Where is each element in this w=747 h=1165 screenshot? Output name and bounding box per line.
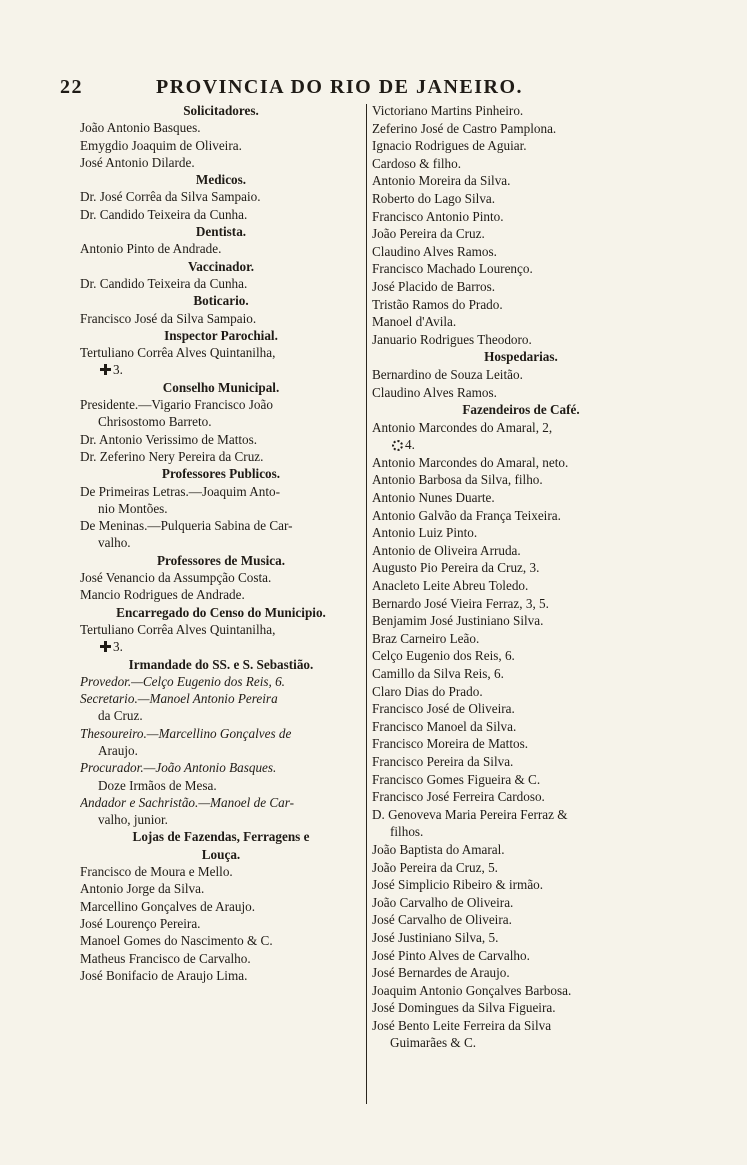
entry-line xyxy=(372,806,670,824)
entry-text: Claudino Alves Ramos. xyxy=(372,243,497,259)
entry-line xyxy=(80,586,362,603)
entry-text: Dr. Zeferino Nery Pereira da Cruz. xyxy=(80,448,264,464)
right-column xyxy=(372,102,670,1052)
entry-line xyxy=(372,559,670,577)
entry-line xyxy=(372,665,670,683)
entry-text: Francisco Pereira da Silva. xyxy=(372,753,514,769)
entry-text: Andador e Sachristão.—Manoel de Car- xyxy=(80,794,295,810)
entry-text: Antonio Marcondes do Amaral, neto. xyxy=(372,454,569,470)
entry-text: Guimarães & C. xyxy=(390,1035,477,1051)
entry-line xyxy=(80,188,362,205)
entry-text: 3. xyxy=(113,362,123,378)
entry-text: Araujo. xyxy=(98,742,138,758)
entry-text: Francisco José da Silva Sampaio. xyxy=(80,310,257,326)
entry-text: Braz Carneiro Leão. xyxy=(372,630,480,646)
entry-line xyxy=(80,880,362,897)
entry-line xyxy=(372,313,670,331)
entry-text: Louça. xyxy=(201,846,241,862)
entry-line xyxy=(372,331,670,349)
entry-line xyxy=(80,863,362,880)
entry-text: Solicitadores. xyxy=(183,103,259,118)
entry-line xyxy=(80,811,362,828)
entry-text: Marcellino Gonçalves de Araujo. xyxy=(80,898,256,914)
entry-text: nio Montões. xyxy=(98,500,168,516)
entry-text: José Justiniano Silva, 5. xyxy=(372,929,499,945)
entry-text: Januario Rodrigues Theodoro. xyxy=(372,331,532,347)
entry-text: João Pereira da Cruz. xyxy=(372,226,485,242)
entry-text: da Cruz. xyxy=(98,708,143,724)
entry-text: José Bonifacio de Araujo Lima. xyxy=(80,967,248,983)
entry-text: José Antonio Dilarde. xyxy=(80,154,195,170)
entry-text: Tertuliano Corrêa Alves Quintanilha, xyxy=(80,345,276,361)
entry-text: Manoel d'Avila. xyxy=(372,314,457,330)
page-number: 22 xyxy=(60,76,83,98)
entry-text: Claudino Alves Ramos. xyxy=(372,384,497,400)
entry-line xyxy=(80,794,362,811)
entry-text: Victoriano Martins Pinheiro. xyxy=(372,103,524,118)
entry-line xyxy=(372,260,670,278)
entry-text: Hospedarias. xyxy=(484,349,558,365)
entry-line xyxy=(80,690,362,707)
entry-text: Francisco José de Oliveira. xyxy=(372,701,515,717)
entry-line xyxy=(372,876,670,894)
entry-text: Francisco Antonio Pinto. xyxy=(372,208,504,224)
entry-line xyxy=(372,366,670,384)
entry-line xyxy=(80,777,362,794)
entry-text: Bernardo José Vieira Ferraz, 3, 5. xyxy=(372,595,549,611)
entry-text: Tertuliano Corrêa Alves Quintanilha, xyxy=(80,621,276,637)
section-heading xyxy=(80,846,362,863)
entry-line xyxy=(372,278,670,296)
entry-line xyxy=(372,524,670,542)
entry-line xyxy=(372,577,670,595)
section-heading xyxy=(80,102,362,119)
entry-line xyxy=(372,735,670,753)
entry-text: 4. xyxy=(405,437,415,453)
entry-text: Antonio Barbosa da Silva, filho. xyxy=(372,472,543,488)
entry-text: José Pinto Alves de Carvalho. xyxy=(372,947,530,963)
section-heading xyxy=(372,401,670,419)
entry-text: Tristão Ramos do Prado. xyxy=(372,296,503,312)
section-heading xyxy=(80,656,362,673)
entry-line xyxy=(372,471,670,489)
entry-text: Antonio Pinto de Andrade. xyxy=(80,241,222,257)
entry-line xyxy=(80,967,362,984)
entry-line xyxy=(372,137,670,155)
entry-text: Francisco de Moura e Mello. xyxy=(80,864,233,880)
entry-text: Presidente.—Vigario Francisco João xyxy=(80,397,273,413)
section-heading xyxy=(80,258,362,275)
entry-text: Antonio Marcondes do Amaral, 2, xyxy=(372,419,553,435)
entry-text: Lojas de Fazendas, Ferragens e xyxy=(132,829,310,845)
entry-text: João Antonio Basques. xyxy=(80,120,201,136)
entry-text: Dr. José Corrêa da Silva Sampaio. xyxy=(80,189,261,205)
entry-text: Inspector Parochial. xyxy=(164,327,278,343)
entry-line xyxy=(372,947,670,965)
entry-text: Dr. Candido Teixeira da Cunha. xyxy=(80,206,248,222)
entry-text: Secretario.—Manoel Antonio Pereira xyxy=(80,691,278,707)
entry-text: Vaccinador. xyxy=(187,258,255,274)
entry-text: José Venancio da Assumpção Costa. xyxy=(80,570,272,586)
column-divider xyxy=(366,104,367,1104)
section-heading xyxy=(80,604,362,621)
entry-line xyxy=(372,243,670,261)
entry-text: Irmandade do SS. e S. Sebastião. xyxy=(128,656,314,672)
entry-line xyxy=(80,483,362,500)
entry-text: Dentista. xyxy=(195,224,247,240)
entry-line xyxy=(372,700,670,718)
entry-line xyxy=(80,621,362,638)
entry-text: Antonio Luiz Pinto. xyxy=(372,525,478,541)
entry-text: De Meninas.—Pulqueria Sabina de Car- xyxy=(80,518,293,534)
entry-line xyxy=(372,419,670,437)
entry-text: Bernardino de Souza Leitão. xyxy=(372,366,523,382)
entry-line xyxy=(80,950,362,967)
section-heading xyxy=(80,465,362,482)
entry-text: Provedor.—Celço Eugenio dos Reis, 6. xyxy=(80,673,285,689)
entry-text: Antonio Galvão da França Teixeira. xyxy=(372,507,561,523)
entry-line xyxy=(80,517,362,534)
entry-text: Dr. Candido Teixeira da Cunha. xyxy=(80,275,248,291)
section-heading xyxy=(80,292,362,309)
entry-line xyxy=(372,612,670,630)
entry-line xyxy=(80,569,362,586)
entry-line xyxy=(372,489,670,507)
entry-text: Ignacio Rodrigues de Aguiar. xyxy=(372,138,527,154)
entry-text: Fazendeiros de Café. xyxy=(462,402,580,418)
entry-text: Celço Eugenio dos Reis, 6. xyxy=(372,648,515,664)
order-cross-icon xyxy=(100,641,111,652)
entry-line xyxy=(372,982,670,1000)
entry-line xyxy=(80,413,362,430)
order-cross-icon xyxy=(100,364,111,375)
entry-text: João Pereira da Cruz, 5. xyxy=(372,859,498,875)
entry-text: Boticario. xyxy=(193,293,249,309)
entry-line xyxy=(80,448,362,465)
entry-line xyxy=(372,120,670,138)
section-heading xyxy=(80,552,362,569)
entry-text: valho. xyxy=(98,535,131,551)
entry-text: José Lourenço Pereira. xyxy=(80,915,201,931)
entry-text: Zeferino José de Castro Pamplona. xyxy=(372,120,557,136)
entry-text: Francisco Manoel da Silva. xyxy=(372,718,517,734)
entry-text: Camillo da Silva Reis, 6. xyxy=(372,666,504,681)
entry-text: Antonio Nunes Duarte. xyxy=(372,490,495,506)
entry-text: Cardoso & filho. xyxy=(372,155,462,171)
page-title: PROVINCIA DO RIO DE JANEIRO. xyxy=(156,76,524,98)
entry-line xyxy=(372,630,670,648)
entry-line xyxy=(80,725,362,742)
entry-text: Claro Dias do Prado. xyxy=(372,683,483,699)
entry-line xyxy=(80,431,362,448)
entry-text: Francisco Gomes Figueira & C. xyxy=(372,771,541,787)
entry-text: Dr. Antonio Verissimo de Mattos. xyxy=(80,431,258,447)
entry-text: Antonio Jorge da Silva. xyxy=(80,881,205,897)
entry-line xyxy=(372,102,670,120)
entry-line xyxy=(80,638,362,655)
entry-text: Emygdio Joaquim de Oliveira. xyxy=(80,137,242,153)
entry-line xyxy=(372,999,670,1017)
entry-text: José Carvalho de Oliveira. xyxy=(372,912,512,928)
entry-text: Manoel Gomes do Nascimento & C. xyxy=(80,933,273,949)
entry-line xyxy=(80,898,362,915)
entry-text: José Simplicio Ribeiro & irmão. xyxy=(372,877,544,893)
entry-line xyxy=(372,683,670,701)
entry-text: Doze Irmãos de Mesa. xyxy=(98,777,217,793)
entry-line xyxy=(372,507,670,525)
entry-text: Augusto Pio Pereira da Cruz, 3. xyxy=(372,560,540,576)
entry-line xyxy=(372,929,670,947)
entry-text: Joaquim Antonio Gonçalves Barbosa. xyxy=(372,982,572,998)
entry-line xyxy=(372,155,670,173)
entry-text: José Bento Leite Ferreira da Silva xyxy=(372,1017,552,1033)
entry-text: Professores Publicos. xyxy=(161,466,281,482)
entry-line xyxy=(372,225,670,243)
entry-line xyxy=(372,753,670,771)
entry-line xyxy=(372,1034,670,1052)
entry-line xyxy=(80,500,362,517)
entry-line xyxy=(372,208,670,226)
entry-line xyxy=(80,707,362,724)
entry-line xyxy=(372,911,670,929)
entry-text: Conselho Municipal. xyxy=(162,379,280,395)
entry-text: José Bernardes de Araujo. xyxy=(372,965,510,981)
entry-text: Thesoureiro.—Marcellino Gonçalves de xyxy=(80,725,292,741)
entry-line xyxy=(80,137,362,154)
entry-line xyxy=(372,296,670,314)
entry-text: D. Genoveva Maria Pereira Ferraz & xyxy=(372,806,568,822)
section-heading xyxy=(80,379,362,396)
entry-text: valho, junior. xyxy=(98,812,168,828)
entry-line xyxy=(372,771,670,789)
entry-line xyxy=(372,894,670,912)
entry-line xyxy=(372,647,670,665)
order-rose-icon xyxy=(392,440,403,451)
entry-line xyxy=(80,673,362,690)
entry-line xyxy=(372,595,670,613)
entry-line xyxy=(372,384,670,402)
entry-text: Francisco Machado Lourenço. xyxy=(372,261,533,277)
entry-line xyxy=(372,964,670,982)
entry-line xyxy=(372,436,670,454)
entry-text: De Primeiras Letras.—Joaquim Anto- xyxy=(80,483,280,499)
entry-text: Matheus Francisco de Carvalho. xyxy=(80,950,251,966)
entry-text: Encarregado do Censo do Municipio. xyxy=(116,604,326,620)
entry-text: Antonio de Oliveira Arruda. xyxy=(372,542,521,558)
entry-line xyxy=(372,1017,670,1035)
entry-line xyxy=(372,788,670,806)
section-heading xyxy=(80,327,362,344)
entry-text: José Domingues da Silva Figueira. xyxy=(372,1000,556,1016)
entry-text: filhos. xyxy=(390,824,424,840)
entry-line xyxy=(80,759,362,776)
entry-text: Benjamim José Justiniano Silva. xyxy=(372,613,544,629)
entry-line xyxy=(372,172,670,190)
entry-text: Mancio Rodrigues de Andrade. xyxy=(80,587,245,603)
entry-line xyxy=(80,119,362,136)
entry-line xyxy=(80,310,362,327)
entry-text: Antonio Moreira da Silva. xyxy=(372,173,511,189)
entry-line xyxy=(80,154,362,171)
entry-text: João Carvalho de Oliveira. xyxy=(372,894,514,910)
entry-text: Roberto do Lago Silva. xyxy=(372,190,496,206)
page-header xyxy=(60,76,670,102)
entry-text: Procurador.—João Antonio Basques. xyxy=(80,760,277,776)
section-heading xyxy=(80,171,362,188)
entry-text: Chrisostomo Barreto. xyxy=(98,414,212,430)
entry-line xyxy=(372,841,670,859)
entry-line xyxy=(372,190,670,208)
entry-line xyxy=(372,454,670,472)
entry-line xyxy=(80,206,362,223)
entry-text: Francisco Moreira de Mattos. xyxy=(372,736,529,752)
left-column xyxy=(80,102,362,984)
entry-line xyxy=(80,344,362,361)
entry-line xyxy=(80,932,362,949)
entry-line xyxy=(80,742,362,759)
entry-text: Anacleto Leite Abreu Toledo. xyxy=(372,578,529,594)
entry-line xyxy=(372,859,670,877)
entry-line xyxy=(372,823,670,841)
entry-line xyxy=(372,542,670,560)
section-heading xyxy=(372,348,670,366)
entry-line xyxy=(80,915,362,932)
entry-text: 3. xyxy=(113,639,123,655)
entry-line xyxy=(80,240,362,257)
section-heading xyxy=(80,828,362,845)
entry-text: José Placido de Barros. xyxy=(372,278,496,294)
entry-line xyxy=(80,275,362,292)
section-heading xyxy=(80,223,362,240)
entry-text: Francisco José Ferreira Cardoso. xyxy=(372,789,545,805)
entry-text: Medicos. xyxy=(195,172,247,188)
entry-text: João Baptista do Amaral. xyxy=(372,841,505,857)
entry-text: Professores de Musica. xyxy=(156,552,286,568)
entry-line xyxy=(80,361,362,378)
entry-line xyxy=(80,396,362,413)
entry-line xyxy=(80,534,362,551)
entry-line xyxy=(372,718,670,736)
